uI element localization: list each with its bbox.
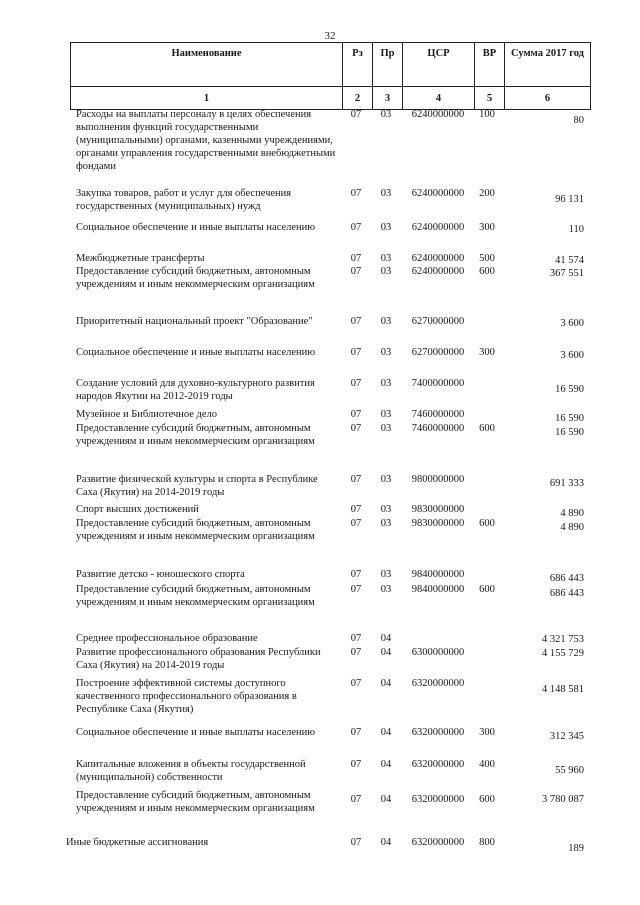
row-sum: 4 890 bbox=[560, 522, 584, 533]
row-rz: 07 bbox=[350, 727, 362, 738]
row-sum: 4 890 bbox=[560, 508, 584, 519]
row-rz: 07 bbox=[350, 633, 362, 644]
row-rz: 07 bbox=[350, 837, 362, 848]
row-name: Развитие профессионального образования Республики Саха (Якутия) на 2014-2019 годы bbox=[76, 647, 321, 671]
row-name: Межбюджетные трансферты bbox=[76, 253, 205, 264]
row-vr: 300 bbox=[479, 222, 495, 233]
row-csr: 6240000000 bbox=[411, 266, 465, 277]
row-rz: 07 bbox=[350, 266, 362, 277]
row-pr: 03 bbox=[380, 474, 392, 485]
row-csr: 6240000000 bbox=[411, 253, 465, 264]
row-name: Предоставление субсидий бюджетным, автономным учреждениям и иным некоммерческим организациям bbox=[76, 423, 315, 447]
row-name: Предоставление субсидий бюджетным, автономным учреждениям и иным некоммерческим организациям bbox=[76, 584, 315, 608]
row-csr: 6240000000 bbox=[411, 188, 465, 199]
header-index-2: 2 bbox=[343, 87, 373, 110]
row-sum: 189 bbox=[568, 843, 584, 854]
row-sum: 41 574 bbox=[555, 255, 584, 266]
row-pr: 03 bbox=[380, 423, 392, 434]
row-rz: 07 bbox=[350, 474, 362, 485]
row-rz: 07 bbox=[350, 647, 362, 658]
row-sum: 110 bbox=[568, 224, 584, 235]
row-sum: 691 333 bbox=[549, 478, 584, 489]
row-sum: 16 590 bbox=[555, 413, 584, 424]
row-pr: 04 bbox=[380, 794, 392, 805]
row-pr: 04 bbox=[380, 633, 392, 644]
row-name: Развитие детско - юношеского спорта bbox=[76, 569, 245, 580]
header-index-5: 5 bbox=[475, 87, 505, 110]
row-pr: 03 bbox=[380, 378, 392, 389]
header-sum: Сумма 2017 год bbox=[505, 43, 591, 87]
row-name: Иные бюджетные ассигнования bbox=[66, 837, 209, 848]
row-rz: 07 bbox=[350, 569, 362, 580]
row-sum: 16 590 bbox=[555, 384, 584, 395]
row-name: Социальное обеспечение и иные выплаты населению bbox=[76, 727, 316, 738]
row-pr: 04 bbox=[380, 837, 392, 848]
row-rz: 07 bbox=[350, 409, 362, 420]
row-csr: 6300000000 bbox=[411, 647, 465, 658]
header-pr: Пр bbox=[373, 43, 403, 87]
row-sum: 3 600 bbox=[560, 350, 584, 361]
row-name: Музейное и Библиотечное дело bbox=[76, 409, 218, 420]
row-sum: 4 148 581 bbox=[542, 684, 584, 695]
row-vr: 500 bbox=[479, 253, 495, 264]
row-sum: 96 131 bbox=[555, 194, 584, 205]
page-number: 32 bbox=[324, 30, 336, 42]
row-vr: 600 bbox=[479, 518, 495, 529]
row-csr: 6320000000 bbox=[411, 794, 465, 805]
header-rz: Рз bbox=[343, 43, 373, 87]
row-name: Капитальные вложения в объекты государственной (муниципальной) собственности bbox=[76, 759, 306, 783]
row-sum: 4 155 729 bbox=[542, 648, 584, 659]
header-name: Наименование bbox=[71, 43, 343, 87]
row-rz: 07 bbox=[350, 794, 362, 805]
row-rz: 07 bbox=[350, 378, 362, 389]
header-index-6: 6 bbox=[505, 87, 591, 110]
row-name: Развитие физической культуры и спорта в Республике Саха (Якутия) на 2014-2019 годы bbox=[76, 474, 318, 498]
row-rz: 07 bbox=[350, 253, 362, 264]
row-pr: 03 bbox=[380, 504, 392, 515]
row-pr: 03 bbox=[380, 253, 392, 264]
row-csr: 9800000000 bbox=[411, 474, 465, 485]
row-vr: 100 bbox=[479, 109, 495, 120]
row-pr: 04 bbox=[380, 647, 392, 658]
header-index-1: 1 bbox=[71, 87, 343, 110]
row-vr: 300 bbox=[479, 347, 495, 358]
row-name: Предоставление субсидий бюджетным, автономным учреждениям и иным некоммерческим организациям bbox=[76, 266, 315, 290]
row-name: Социальное обеспечение и иные выплаты населению bbox=[76, 222, 316, 233]
row-pr: 03 bbox=[380, 569, 392, 580]
row-sum: 312 345 bbox=[549, 731, 584, 742]
row-pr: 03 bbox=[380, 347, 392, 358]
header-vr: ВР bbox=[475, 43, 505, 87]
row-csr: 6240000000 bbox=[411, 222, 465, 233]
row-csr: 9830000000 bbox=[411, 518, 465, 529]
row-name: Приоритетный национальный проект "Образование" bbox=[76, 316, 313, 327]
row-rz: 07 bbox=[350, 188, 362, 199]
row-vr: 600 bbox=[479, 584, 495, 595]
row-pr: 03 bbox=[380, 188, 392, 199]
header-csr: ЦСР bbox=[403, 43, 475, 87]
row-sum: 16 590 bbox=[555, 427, 584, 438]
row-csr: 7400000000 bbox=[411, 378, 465, 389]
row-rz: 07 bbox=[350, 504, 362, 515]
row-sum: 55 960 bbox=[555, 765, 584, 776]
row-pr: 03 bbox=[380, 266, 392, 277]
row-rz: 07 bbox=[350, 222, 362, 233]
row-name: Расходы на выплаты персоналу в целях обеспечения выполнения функций государственными (муниципальными) органами, казенными учреждениями, органами управления государственными внебюджетными фондами bbox=[76, 109, 336, 172]
row-csr: 7460000000 bbox=[411, 409, 465, 420]
row-csr: 9830000000 bbox=[411, 504, 465, 515]
row-rz: 07 bbox=[350, 109, 362, 120]
row-vr: 600 bbox=[479, 266, 495, 277]
row-sum: 4 321 753 bbox=[542, 634, 584, 645]
row-csr: 6240000000 bbox=[411, 109, 465, 120]
row-name: Создание условий для духовно-культурного развития народов Якутии на 2012-2019 годы bbox=[76, 378, 315, 402]
row-vr: 600 bbox=[479, 794, 495, 805]
row-sum: 3 600 bbox=[560, 318, 584, 329]
row-vr: 200 bbox=[479, 188, 495, 199]
row-pr: 04 bbox=[380, 727, 392, 738]
row-csr: 9840000000 bbox=[411, 584, 465, 595]
row-csr: 6320000000 bbox=[411, 837, 465, 848]
row-csr: 6320000000 bbox=[411, 678, 465, 689]
row-name: Спорт высших достижений bbox=[76, 504, 199, 515]
row-pr: 03 bbox=[380, 518, 392, 529]
row-vr: 600 bbox=[479, 423, 495, 434]
row-pr: 04 bbox=[380, 678, 392, 689]
header-index-4: 4 bbox=[403, 87, 475, 110]
row-sum: 686 443 bbox=[549, 573, 584, 584]
row-rz: 07 bbox=[350, 347, 362, 358]
row-name: Предоставление субсидий бюджетным, автономным учреждениям и иным некоммерческим организациям bbox=[76, 790, 315, 814]
row-pr: 04 bbox=[380, 759, 392, 770]
row-sum: 686 443 bbox=[549, 588, 584, 599]
row-pr: 03 bbox=[380, 222, 392, 233]
row-csr: 6270000000 bbox=[411, 347, 465, 358]
row-sum: 80 bbox=[573, 115, 584, 126]
row-name: Предоставление субсидий бюджетным, автономным учреждениям и иным некоммерческим организациям bbox=[76, 518, 315, 542]
row-rz: 07 bbox=[350, 316, 362, 327]
row-csr: 6270000000 bbox=[411, 316, 465, 327]
row-vr: 800 bbox=[479, 837, 495, 848]
row-rz: 07 bbox=[350, 584, 362, 595]
row-pr: 03 bbox=[380, 316, 392, 327]
row-name: Среднее профессиональное образование bbox=[76, 633, 258, 644]
header-index-3: 3 bbox=[373, 87, 403, 110]
row-sum: 367 551 bbox=[549, 268, 584, 279]
row-pr: 03 bbox=[380, 409, 392, 420]
row-rz: 07 bbox=[350, 423, 362, 434]
row-pr: 03 bbox=[380, 109, 392, 120]
row-vr: 300 bbox=[479, 727, 495, 738]
row-pr: 03 bbox=[380, 584, 392, 595]
row-csr: 6320000000 bbox=[411, 727, 465, 738]
row-sum: 3 780 087 bbox=[542, 794, 584, 805]
row-name: Социальное обеспечение и иные выплаты населению bbox=[76, 347, 316, 358]
row-name: Закупка товаров, работ и услуг для обеспечения государственных (муниципальных) нужд bbox=[76, 188, 292, 212]
row-csr: 7460000000 bbox=[411, 423, 465, 434]
row-rz: 07 bbox=[350, 678, 362, 689]
row-name: Построение эффективной системы доступного качественного профессионального образования в Республике Саха (Якутия) bbox=[76, 678, 297, 715]
row-csr: 6320000000 bbox=[411, 759, 465, 770]
row-csr: 9840000000 bbox=[411, 569, 465, 580]
row-vr: 400 bbox=[479, 759, 495, 770]
row-rz: 07 bbox=[350, 518, 362, 529]
row-rz: 07 bbox=[350, 759, 362, 770]
